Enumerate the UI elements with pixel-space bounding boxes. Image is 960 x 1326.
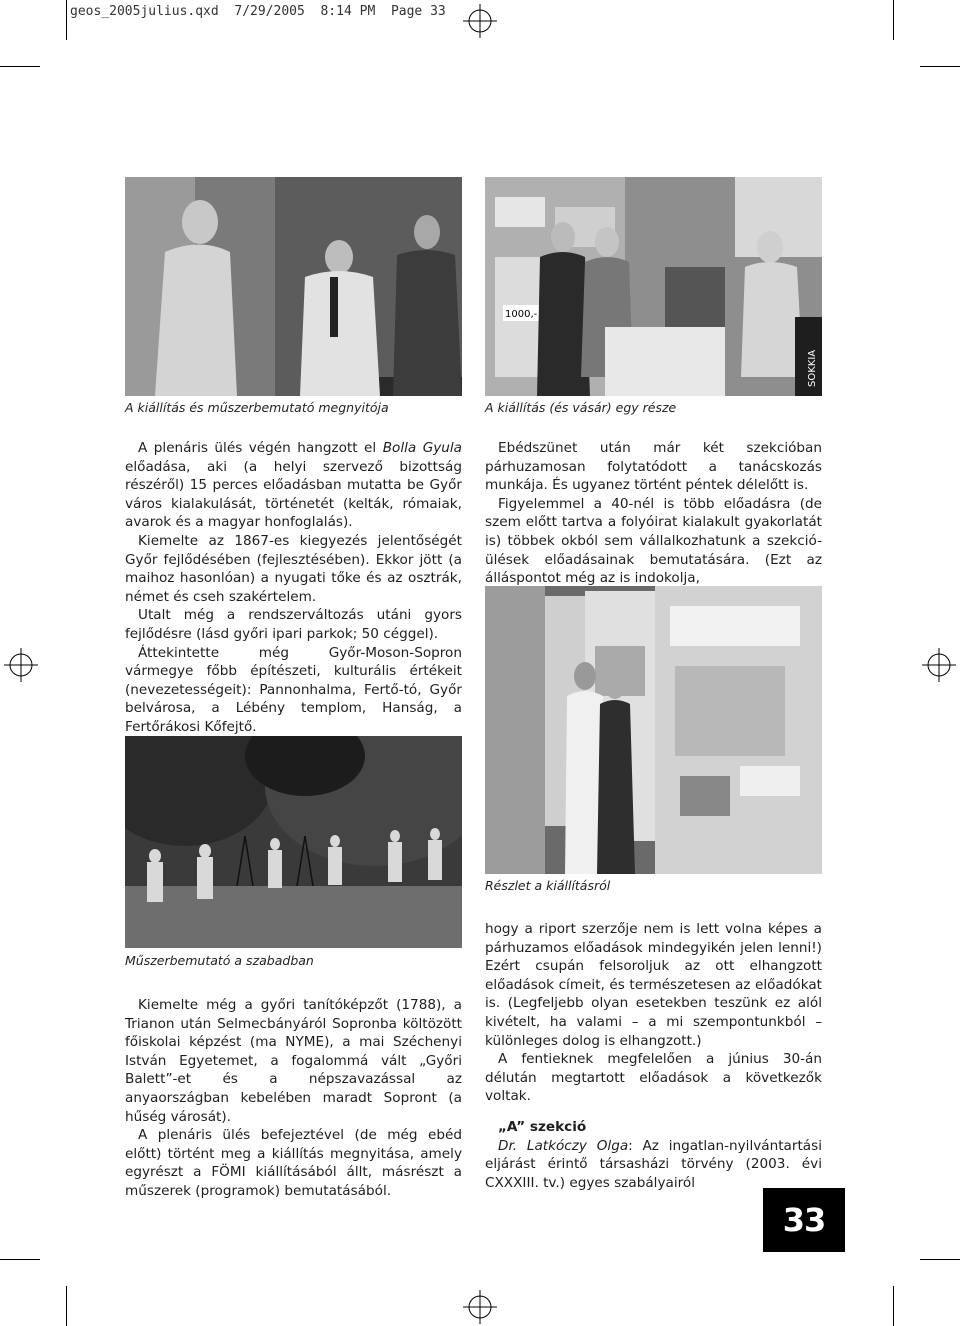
- registration-mark-left-icon: [4, 648, 38, 682]
- paragraph-county-values: Áttekintette még Győr-Moson-Sopron vármegye főbb építészeti, kulturális értékeit (nevezetességeit): Pannonhalma, Fertő-tó, Győr belvárosa, a Lébény templom, Hanság, a Fertőrákosi Kőfejtő.: [125, 644, 462, 735]
- left-column-top: [125, 439, 462, 737]
- crop-mark-top-left-v: [66, 0, 67, 40]
- photo-exhibition-opening: [125, 177, 462, 396]
- caption-outdoor-instrument-demo: Műszerbemutató a szabadban: [125, 953, 314, 968]
- text-run: A plenáris ülés végén hangzott el: [138, 440, 383, 456]
- paragraph-lunch-break: Ebédszünet után már két szekcióban párhuzamosan folytatódott a tanácskozás munkája. És ugyanez történt péntek délelőtt is.: [485, 440, 822, 494]
- slug-date: 7/29/2005: [234, 4, 305, 19]
- lecturer-name: Dr. Latkóczy Olga: [498, 1137, 629, 1154]
- registration-mark-bottom-icon: [463, 1290, 497, 1324]
- text-run: előadása, aki (a helyi szervező bizottság részéről) 15 perces előadásban mutatta be Győr város kialakulását, történetét (kelták, rómaiak, avarok és a magyar honfoglalás).: [125, 458, 462, 531]
- paragraph-plenary: [125, 439, 462, 532]
- left-column-bottom: [125, 996, 462, 1201]
- paragraph-settlement: Kiemelte az 1867-es kiegyezés jelentőségét Győr fejlődésében (fejlesztésében). Ekkor jött (a maihoz hasonlóan) a nyugati tőke és az osztrák, német és cseh szakértelem.: [125, 532, 462, 605]
- paragraph-afternoon: A fentieknek megfelelően a június 30-án délután megtartott előadások a következők voltak.: [485, 1051, 822, 1105]
- crop-mark-bottom-right-v: [893, 1286, 894, 1326]
- paragraph-education: Kiemelte még a győri tanítóképzőt (1788), a Trianon után Selmecbányáról Sopronba költözött főiskolai képzést (ma NYME), a mai Széchenyi István Egyetemet, a fogalommá vált „Győri Balett”-et és a népszavazással az anyaországban kebelében maradt Sopront (a hűség városát).: [125, 997, 462, 1125]
- photo-exhibition-detail: [485, 586, 822, 874]
- caption-exhibition-sale: A kiállítás (és vásár) egy része: [485, 400, 677, 415]
- caption-exhibition-detail: Részlet a kiállításról: [485, 878, 611, 893]
- slug-time: 8:14 PM: [320, 4, 376, 19]
- slug-page: Page 33: [390, 4, 446, 19]
- paragraph-reporter: hogy a riport szerzője nem is lett volna képes a párhuzamos előadások mindegyikén jelen lenni!) Ezért csupán felsoroljuk az ott elhangzott előadások címeit, és természetesen az előadókat is. (Legfeljebb olyan esetekben teszünk ez alól kivételt, ha valami – a mi szempontunkból – különleges dolog is elhangzott.): [485, 921, 822, 1049]
- right-column-top: [485, 439, 822, 588]
- photo2-booth-brand: SOKKIA: [807, 349, 818, 387]
- paragraph-sections: Figyelemmel a 40-nél is több előadásra (de szem előtt tartva a folyóirat kialakult gyakorlatát is) többek okból sem vállalkozhatunk a szekció-ülések előadásainak bemutatására. (Ezt az álláspontot még az is indokolja,: [485, 495, 822, 587]
- caption-exhibition-opening: A kiállítás és műszerbemutató megnyitója: [125, 400, 389, 415]
- crop-mark-bottom-left-h: [0, 1259, 40, 1260]
- photo2-sign-price: 1000,-: [505, 309, 538, 320]
- slug-filename: geos_2005julius.qxd: [70, 4, 219, 19]
- page-number: 33: [763, 1188, 845, 1252]
- crop-mark-bottom-right-h: [920, 1259, 960, 1260]
- paragraph-regime-change: Utalt még a rendszerváltozás utáni gyors fejlődésre (lásd győri ipari parkok; 50 céggel).: [125, 607, 462, 642]
- paragraph-lecture-latkoczy: [485, 1137, 822, 1193]
- crop-mark-bottom-left-v: [66, 1286, 67, 1326]
- paragraph-exhibition-opening: A plenáris ülés befejeztével (de még ebéd előtt) történt meg a kiállítás megnyitása, amely egyrészt a FÖMI kiállításából állt, másrészt a műszerek (programok) bemutatásából.: [125, 1127, 462, 1199]
- file-slug: [70, 4, 446, 19]
- right-column-bottom: [485, 920, 822, 1192]
- crop-mark-top-right-v: [893, 0, 894, 40]
- registration-mark-top-icon: [463, 4, 497, 38]
- lecture-title: : Az ingatlan-nyilvántartási eljárást érintő társasházi törvény (2003. évi CXXXIII. tv.) egyes szabályairól: [485, 1137, 822, 1191]
- section-heading-a: „A” szekció: [498, 1118, 587, 1135]
- speaker-name: Bolla Gyula: [382, 440, 463, 456]
- photo-outdoor-instrument-demo: [125, 736, 462, 948]
- photo-exhibition-sale: [485, 177, 822, 396]
- crop-mark-top-right-h: [920, 66, 960, 67]
- registration-mark-right-icon: [922, 648, 956, 682]
- crop-mark-top-left-h: [0, 66, 40, 67]
